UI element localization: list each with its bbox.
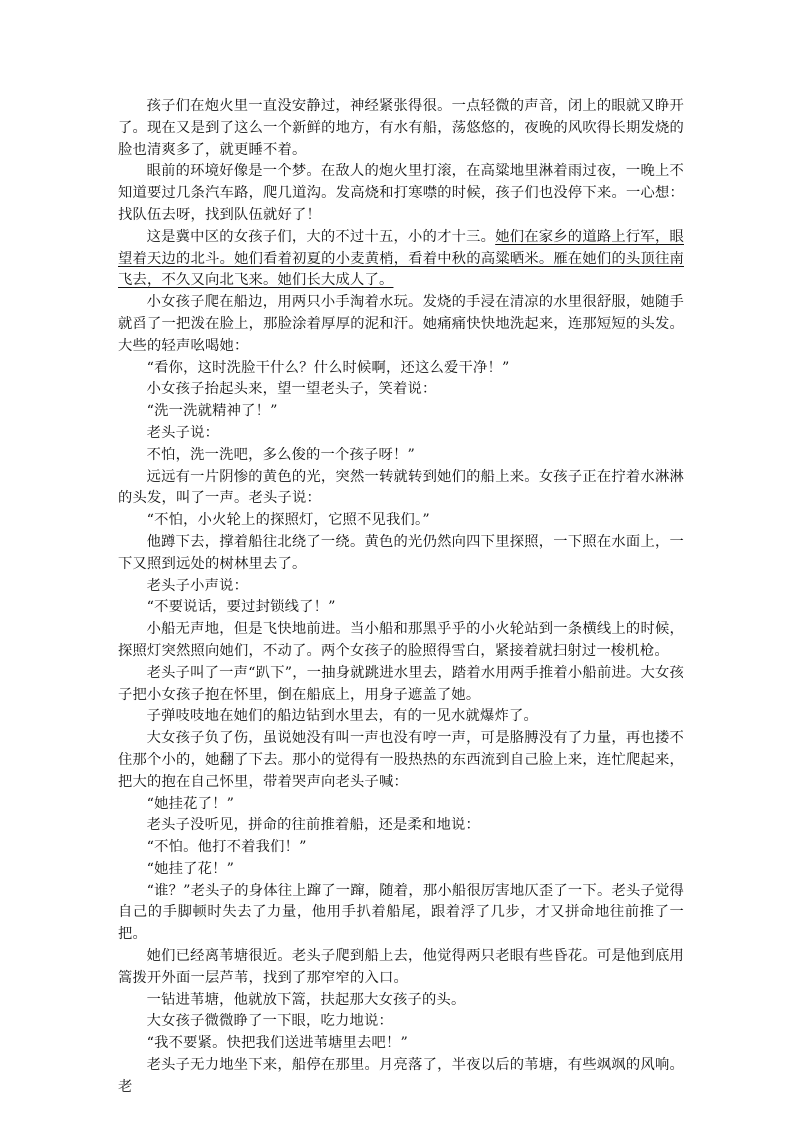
paragraph-27: “我不要紧。快把我们送进苇塘里去吧！” [146,1035,409,1052]
paragraph-4: 小女孩子爬在船边，用两只小手淘着水玩。发烧的手浸在清凉的水里很舒服，她随手就舀了一把泼在脸上，那脸涂着厚厚的泥和汗。她痛痛快快地洗起来，连那短短的头发。大些的轻声吆喝她： [118,294,684,354]
paragraph-2: 眼前的环境好像是一个梦。在敌人的炮火里打滚，在高粱地里淋着雨过夜，一晚上不知道要过几条汽车路，爬几道沟。发高烧和打寒噤的时候，孩子们也没停下来。一心想：找队伍去呀，找到队伍就好了！ [118,163,684,223]
document-page [118,96,684,1099]
paragraph-21: “不怕。他打不着我们！” [146,839,307,856]
paragraph-19: “她挂花了！” [146,795,235,812]
paragraph-7: “洗一洗就精神了！” [146,403,278,420]
paragraph-25: 一钻进苇塘，他就放下篙，扶起那大女孩子的头。 [146,991,466,1008]
paragraph-24: 她们已经离苇塘很近。老头子爬到船上去，他觉得两只老眼有些昏花。可是他到底用篙拨开外面一层芦苇，找到了那窄窄的入口。 [118,948,684,986]
paragraph-22: “她挂了花！” [146,860,235,877]
paragraph-23: “谁？”老头子的身体往上蹿了一蹿，随着，那小船很厉害地仄歪了一下。老头子觉得自己的手脚顿时失去了力量，他用手扒着船尾，跟着浮了几步，才又拼命地往前推了一把。 [118,882,684,943]
paragraph-11: “不怕，小火轮上的探照灯，它照不见我们。” [146,512,430,529]
paragraph-20: 老头子没听见，拼命的往前推着船，还是柔和地说： [146,817,481,834]
paragraph-17: 子弹吱吱地在她们的船边钻到水里去，有的一见水就爆炸了。 [146,708,539,725]
paragraph-8: 老头子说： [146,424,220,441]
paragraph-16: 老头子叫了一声“趴下”，一抽身就跳进水里去，踏着水用两手推着小船前进。大女孩子把小女孩子抱在怀里，倒在船底上，用身子遮盖了她。 [118,664,684,703]
paragraph-5: “看你，这时洗脸干什么？什么时候啊，还这么爱干净！” [146,359,510,376]
paragraph-28: 老头子无力地坐下来，船停在那里。月亮落了，半夜以后的苇塘，有些飒飒的风响。老 [118,1057,684,1095]
paragraph-3-plain-text: 这是冀中区的女孩子们，大的不过十五，小的才十三。 [146,228,496,245]
paragraph-9: 不怕，洗一洗吧，多么俊的一个孩子呀！” [146,446,416,463]
paragraph-18: 大女孩子负了伤，虽说她没有叫一声也没有哼一声，可是胳膊没有了力量，再也搂不住那个小的，她翻了下去。那小的觉得有一股热热的东西流到自己脸上来，连忙爬起来，把大的抱在自己怀里，带着哭声向老头子喊： [118,730,684,790]
paragraph-1: 孩子们在炮火里一直没安静过，神经紧张得很。一点轻微的声音，闭上的眼就又睁开了。现在又是到了这么一个新鲜的地方，有水有船，荡悠悠的，夜晚的风吹得长期发烧的脸也清爽多了，就更睡不着。 [118,98,684,158]
paragraph-10: 远远有一片阴惨的黄色的光，突然一转就转到她们的船上来。女孩子正在拧着水淋淋的头发，叫了一声。老头子说： [118,468,684,507]
paragraph-26: 大女孩子微微睁了一下眼，吃力地说： [146,1013,394,1030]
paragraph-3 [118,227,684,292]
paragraph-15: 小船无声地，但是飞快地前进。当小船和那黑乎乎的小火轮站到一条横线上的时候，探照灯突然照向她们，不动了。两个女孩子的脸照得雪白，紧接着就扫射过一梭机枪。 [118,621,684,659]
paragraph-6: 小女孩子抬起头来，望一望老头子，笑着说： [146,381,437,398]
paragraph-12: 他蹲下去，撑着船往北绕了一绕。黄色的光仍然向四下里探照，一下照在水面上，一下又照到远处的树林里去了。 [118,533,684,572]
paragraph-13: 老头子小声说： [146,577,249,594]
paragraph-3-underlined-text: 她们在家乡的道路上行军，眼望着天边的北斗。她们看着初夏的小麦黄梢，看着中秋的高粱晒米。雁在她们的头顶往南飞去，不久又向北飞来。她们长大成人了。 [118,228,684,289]
paragraph-14: “不要说话，要过封锁线了！” [146,599,336,616]
